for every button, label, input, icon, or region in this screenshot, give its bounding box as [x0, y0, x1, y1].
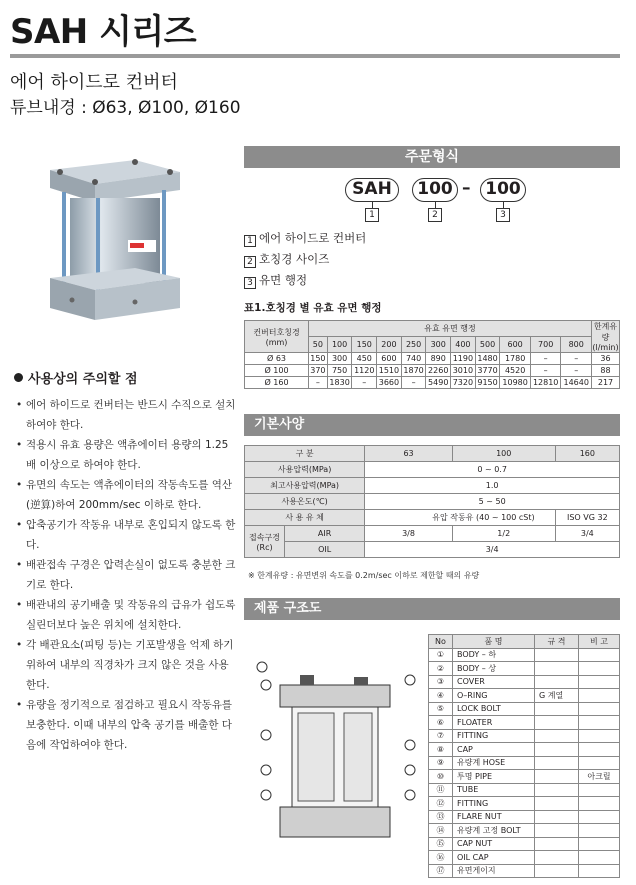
cell: 150 — [310, 354, 326, 363]
part-note — [579, 851, 620, 865]
legend-num: 1 — [244, 235, 256, 247]
row-label: 사용압력(MPa) — [245, 462, 365, 478]
header-text: (l/min) — [592, 343, 619, 352]
legend-item — [244, 230, 366, 247]
part-spec — [535, 824, 579, 838]
part-no: ① — [429, 648, 453, 662]
caution-item: • 적용시 유효 용량은 액츄에이터 용량의 1.25배 이상으로 하여야 한다. — [14, 435, 236, 475]
cell: 2260 — [426, 365, 451, 377]
part-name: 유량계 고정 BOLT — [453, 824, 535, 838]
part-name: TUBE — [453, 783, 535, 797]
part-name: BODY – 하 — [453, 648, 535, 662]
header-text: 컨버터호칭경 — [253, 327, 300, 337]
part-no: ⑧ — [429, 743, 453, 757]
cell: 88 — [592, 365, 620, 377]
cell: 1510 — [377, 365, 402, 377]
spec-header: 기본사양 — [244, 414, 620, 436]
row-label — [245, 526, 285, 558]
table-row — [429, 756, 620, 770]
part-spec — [535, 702, 579, 716]
parts-table — [428, 634, 620, 878]
legend-item — [244, 272, 307, 289]
cell: 1780 — [500, 353, 531, 365]
product-subtitle: 에어 하이드로 컨버터 — [10, 72, 178, 93]
part-spec — [535, 743, 579, 757]
caution-item: • 배관접속 구경은 압력손실이 없도록 충분한 크기로 한다. — [14, 555, 236, 595]
part-spec — [535, 648, 579, 662]
part-name: COVER — [453, 675, 535, 689]
part-note — [579, 675, 620, 689]
cell: 7320 — [451, 377, 476, 389]
stroke-header: 50 — [309, 337, 328, 353]
order-format-header: 주문형식 — [244, 146, 620, 168]
cell: 1870 — [401, 365, 426, 377]
cell: 370 — [310, 366, 326, 375]
row-label: 최고사용압력(MPa) — [245, 478, 365, 494]
caution-list — [14, 395, 236, 755]
table-row — [429, 648, 620, 662]
cell: 1830 — [327, 377, 352, 389]
table-row — [429, 783, 620, 797]
caution-item: • 유면의 속도는 액츄에이터의 작동속도를 역산(逆算)하여 200mm/sec 이하로 한다. — [14, 475, 236, 515]
caution-title — [14, 368, 236, 387]
part-no: ⑰ — [429, 864, 453, 878]
table-row — [429, 716, 620, 730]
part-name: BODY – 상 — [453, 662, 535, 676]
table-header: 규 격 — [535, 635, 579, 649]
parts-table-body — [429, 648, 620, 878]
cell: 3770 — [475, 365, 500, 377]
label-text: 접속구경 — [249, 532, 280, 542]
cell: 10980 — [500, 377, 531, 389]
part-spec — [535, 770, 579, 784]
part-no: ⑩ — [429, 770, 453, 784]
table-row — [429, 864, 620, 878]
caution-item: • 배관내의 공기배출 및 작동유의 급유가 쉽도록 실린더보다 높은 위치에 설치한다. — [14, 595, 236, 635]
part-note — [579, 837, 620, 851]
label-text: (Rc) — [256, 542, 273, 552]
part-note — [579, 716, 620, 730]
table-row — [429, 743, 620, 757]
part-no: ⑨ — [429, 756, 453, 770]
table-header — [245, 321, 309, 353]
cell: 5490 — [426, 377, 451, 389]
table-header: 구 분 — [245, 446, 365, 462]
cell: – — [561, 365, 592, 377]
part-spec — [535, 783, 579, 797]
part-no: ⑭ — [429, 824, 453, 838]
part-no: ③ — [429, 675, 453, 689]
table-row — [429, 702, 620, 716]
part-note — [579, 783, 620, 797]
part-name: CAP NUT — [453, 837, 535, 851]
cell: 12810 — [530, 377, 561, 389]
part-spec — [535, 837, 579, 851]
table1-caption: 표1.호칭경 별 유효 유면 행정 — [244, 302, 382, 314]
stroke-header: 500 — [475, 337, 500, 353]
part-note — [579, 797, 620, 811]
cell: 4520 — [500, 365, 531, 377]
cell: 450 — [352, 353, 377, 365]
part-note — [579, 756, 620, 770]
cell: 1120 — [352, 365, 377, 377]
cell: ISO VG 32 — [555, 510, 619, 526]
cell: – — [401, 377, 426, 389]
cell: – — [530, 365, 561, 377]
caution-item: • 각 배관요소(피팅 등)는 기포발생을 억제 하기 위하여 내부의 직경차가 크지 않은 것을 사용한다. — [14, 635, 236, 695]
row-label: 사용온도(℃) — [245, 494, 365, 510]
code-stroke: 100 — [480, 178, 526, 202]
part-no: ⑫ — [429, 797, 453, 811]
cell: 3/8 — [365, 526, 453, 542]
table-header: 유효 유면 행정 — [309, 321, 592, 337]
row-label: Ø 100 — [245, 365, 309, 377]
table-row — [429, 675, 620, 689]
table-row — [245, 377, 620, 389]
row-label: AIR — [285, 526, 365, 542]
page-title: SAH 시리즈 — [10, 12, 197, 52]
part-no: ⑮ — [429, 837, 453, 851]
title-divider — [10, 54, 620, 58]
stroke-table-body — [245, 353, 620, 389]
spec-note: ※ 한계유량 : 유면변위 속도를 0.2m/sec 이하로 제한할 때의 유량 — [248, 571, 480, 580]
cell: 3010 — [451, 365, 476, 377]
cell: 890 — [426, 353, 451, 365]
table-header: 품 명 — [453, 635, 535, 649]
part-note — [579, 810, 620, 824]
caution-item: • 유량을 정기적으로 점검하고 필요시 작동유를 보충한다. 이때 내부의 압축 공기를 배출한 다음에 작업하여야 한다. — [14, 695, 236, 755]
stroke-header: 200 — [377, 337, 402, 353]
caution-title-text: 사용상의 주의할 점 — [28, 372, 138, 387]
table-row — [429, 729, 620, 743]
part-name: 유면게이지 — [453, 864, 535, 878]
stroke-header: 100 — [327, 337, 352, 353]
table-row — [429, 797, 620, 811]
row-label: OIL — [285, 542, 365, 558]
part-note — [579, 729, 620, 743]
caution-section — [14, 368, 236, 755]
part-name: O–RING — [453, 689, 535, 703]
row-label: Ø 63 — [245, 353, 309, 365]
caution-item: • 에어 하이드로 컨버터는 반드시 수직으로 설치하여야 한다. — [14, 395, 236, 435]
row-label: 사 용 유 체 — [245, 510, 365, 526]
part-note — [579, 662, 620, 676]
part-no: ⑤ — [429, 702, 453, 716]
part-no: ⑯ — [429, 851, 453, 865]
legend-item — [244, 251, 329, 268]
part-spec — [535, 851, 579, 865]
part-name: CAP — [453, 743, 535, 757]
cell: 3660 — [377, 377, 402, 389]
part-name: 투명 PIPE — [453, 770, 535, 784]
stroke-header: 400 — [451, 337, 476, 353]
table-row — [245, 353, 620, 365]
part-name: 유량계 HOSE — [453, 756, 535, 770]
code-num-1: 1 — [365, 208, 379, 222]
cell: 14640 — [561, 377, 592, 389]
table-header — [592, 321, 620, 353]
product-image — [40, 150, 190, 330]
part-spec — [535, 810, 579, 824]
table-header: 비 고 — [579, 635, 620, 649]
row-label: Ø 160 — [245, 377, 309, 389]
spec-table — [244, 445, 620, 558]
cell: 300 — [327, 353, 352, 365]
cell: – — [530, 353, 561, 365]
cell: – — [309, 377, 328, 389]
code-num-2: 2 — [428, 208, 442, 222]
cell: 0 ~ 0.7 — [365, 462, 620, 478]
stroke-header: 150 — [352, 337, 377, 353]
table-row — [429, 824, 620, 838]
stroke-header: 700 — [530, 337, 561, 353]
part-note — [579, 864, 620, 878]
cell: 9150 — [475, 377, 500, 389]
part-spec — [535, 662, 579, 676]
part-spec — [535, 864, 579, 878]
part-spec: G 계열 — [535, 689, 579, 703]
code-bore: 100 — [412, 178, 458, 202]
part-name: OIL CAP — [453, 851, 535, 865]
part-no: ② — [429, 662, 453, 676]
cell: – — [561, 353, 592, 365]
stroke-table — [244, 320, 620, 389]
cell: 750 — [327, 365, 352, 377]
part-note — [579, 689, 620, 703]
cell: 유압 작동유 (40 ~ 100 cSt) — [365, 510, 555, 526]
part-spec — [535, 797, 579, 811]
table-header: 63 — [365, 446, 453, 462]
code-num-3: 3 — [496, 208, 510, 222]
legend-text: 유면 행정 — [259, 273, 308, 287]
code-series: SAH — [345, 178, 399, 202]
cell: 740 — [401, 353, 426, 365]
part-spec — [535, 675, 579, 689]
cell: 36 — [592, 353, 620, 365]
part-no: ⑪ — [429, 783, 453, 797]
part-name: FITTING — [453, 797, 535, 811]
stroke-header: 800 — [561, 337, 592, 353]
part-note — [579, 743, 620, 757]
cell: 5 ~ 50 — [365, 494, 620, 510]
stroke-header: 600 — [500, 337, 531, 353]
cell: 1.0 — [365, 478, 620, 494]
table-row — [429, 810, 620, 824]
cell: 3/4 — [555, 526, 619, 542]
legend-num: 3 — [244, 277, 256, 289]
part-name: LOCK BOLT — [453, 702, 535, 716]
table-row — [429, 689, 620, 703]
part-note — [579, 702, 620, 716]
table-row — [429, 770, 620, 784]
structure-header: 제품 구조도 — [244, 598, 620, 620]
part-no: ⑬ — [429, 810, 453, 824]
header-text: 한계유량 — [593, 322, 618, 342]
cell: 217 — [592, 377, 620, 389]
part-name: FLARE NUT — [453, 810, 535, 824]
cell: 1480 — [475, 353, 500, 365]
part-spec — [535, 716, 579, 730]
legend-text: 호칭경 사이즈 — [259, 252, 330, 266]
part-spec — [535, 729, 579, 743]
legend-num: 2 — [244, 256, 256, 268]
table-header: 100 — [452, 446, 555, 462]
part-no: ④ — [429, 689, 453, 703]
header-text: (mm) — [265, 337, 288, 347]
part-note — [579, 824, 620, 838]
part-no: ⑥ — [429, 716, 453, 730]
structure-drawing — [250, 655, 425, 855]
cell: – — [352, 377, 377, 389]
table-row — [245, 365, 620, 377]
part-no: ⑦ — [429, 729, 453, 743]
tube-bore-text: 튜브내경 : Ø63, Ø100, Ø160 — [10, 98, 241, 118]
cell: 1/2 — [452, 526, 555, 542]
table-header: No — [429, 635, 453, 649]
bullet-icon — [14, 373, 23, 382]
stroke-header: 300 — [426, 337, 451, 353]
table-row — [429, 662, 620, 676]
table-header: 160 — [555, 446, 619, 462]
cell: 600 — [377, 353, 402, 365]
table-row — [429, 837, 620, 851]
code-dash: – — [462, 178, 471, 198]
part-name: FITTING — [453, 729, 535, 743]
caution-item: • 압축공기가 작동유 내부로 혼입되지 않도록 한다. — [14, 515, 236, 555]
cell: 3/4 — [365, 542, 620, 558]
cell: 1190 — [451, 353, 476, 365]
part-spec — [535, 756, 579, 770]
table-row — [429, 851, 620, 865]
part-note: 아크릴 — [579, 770, 620, 784]
part-name: FLOATER — [453, 716, 535, 730]
stroke-header: 250 — [401, 337, 426, 353]
part-note — [579, 648, 620, 662]
legend-text: 에어 하이드로 컨버터 — [259, 231, 367, 245]
